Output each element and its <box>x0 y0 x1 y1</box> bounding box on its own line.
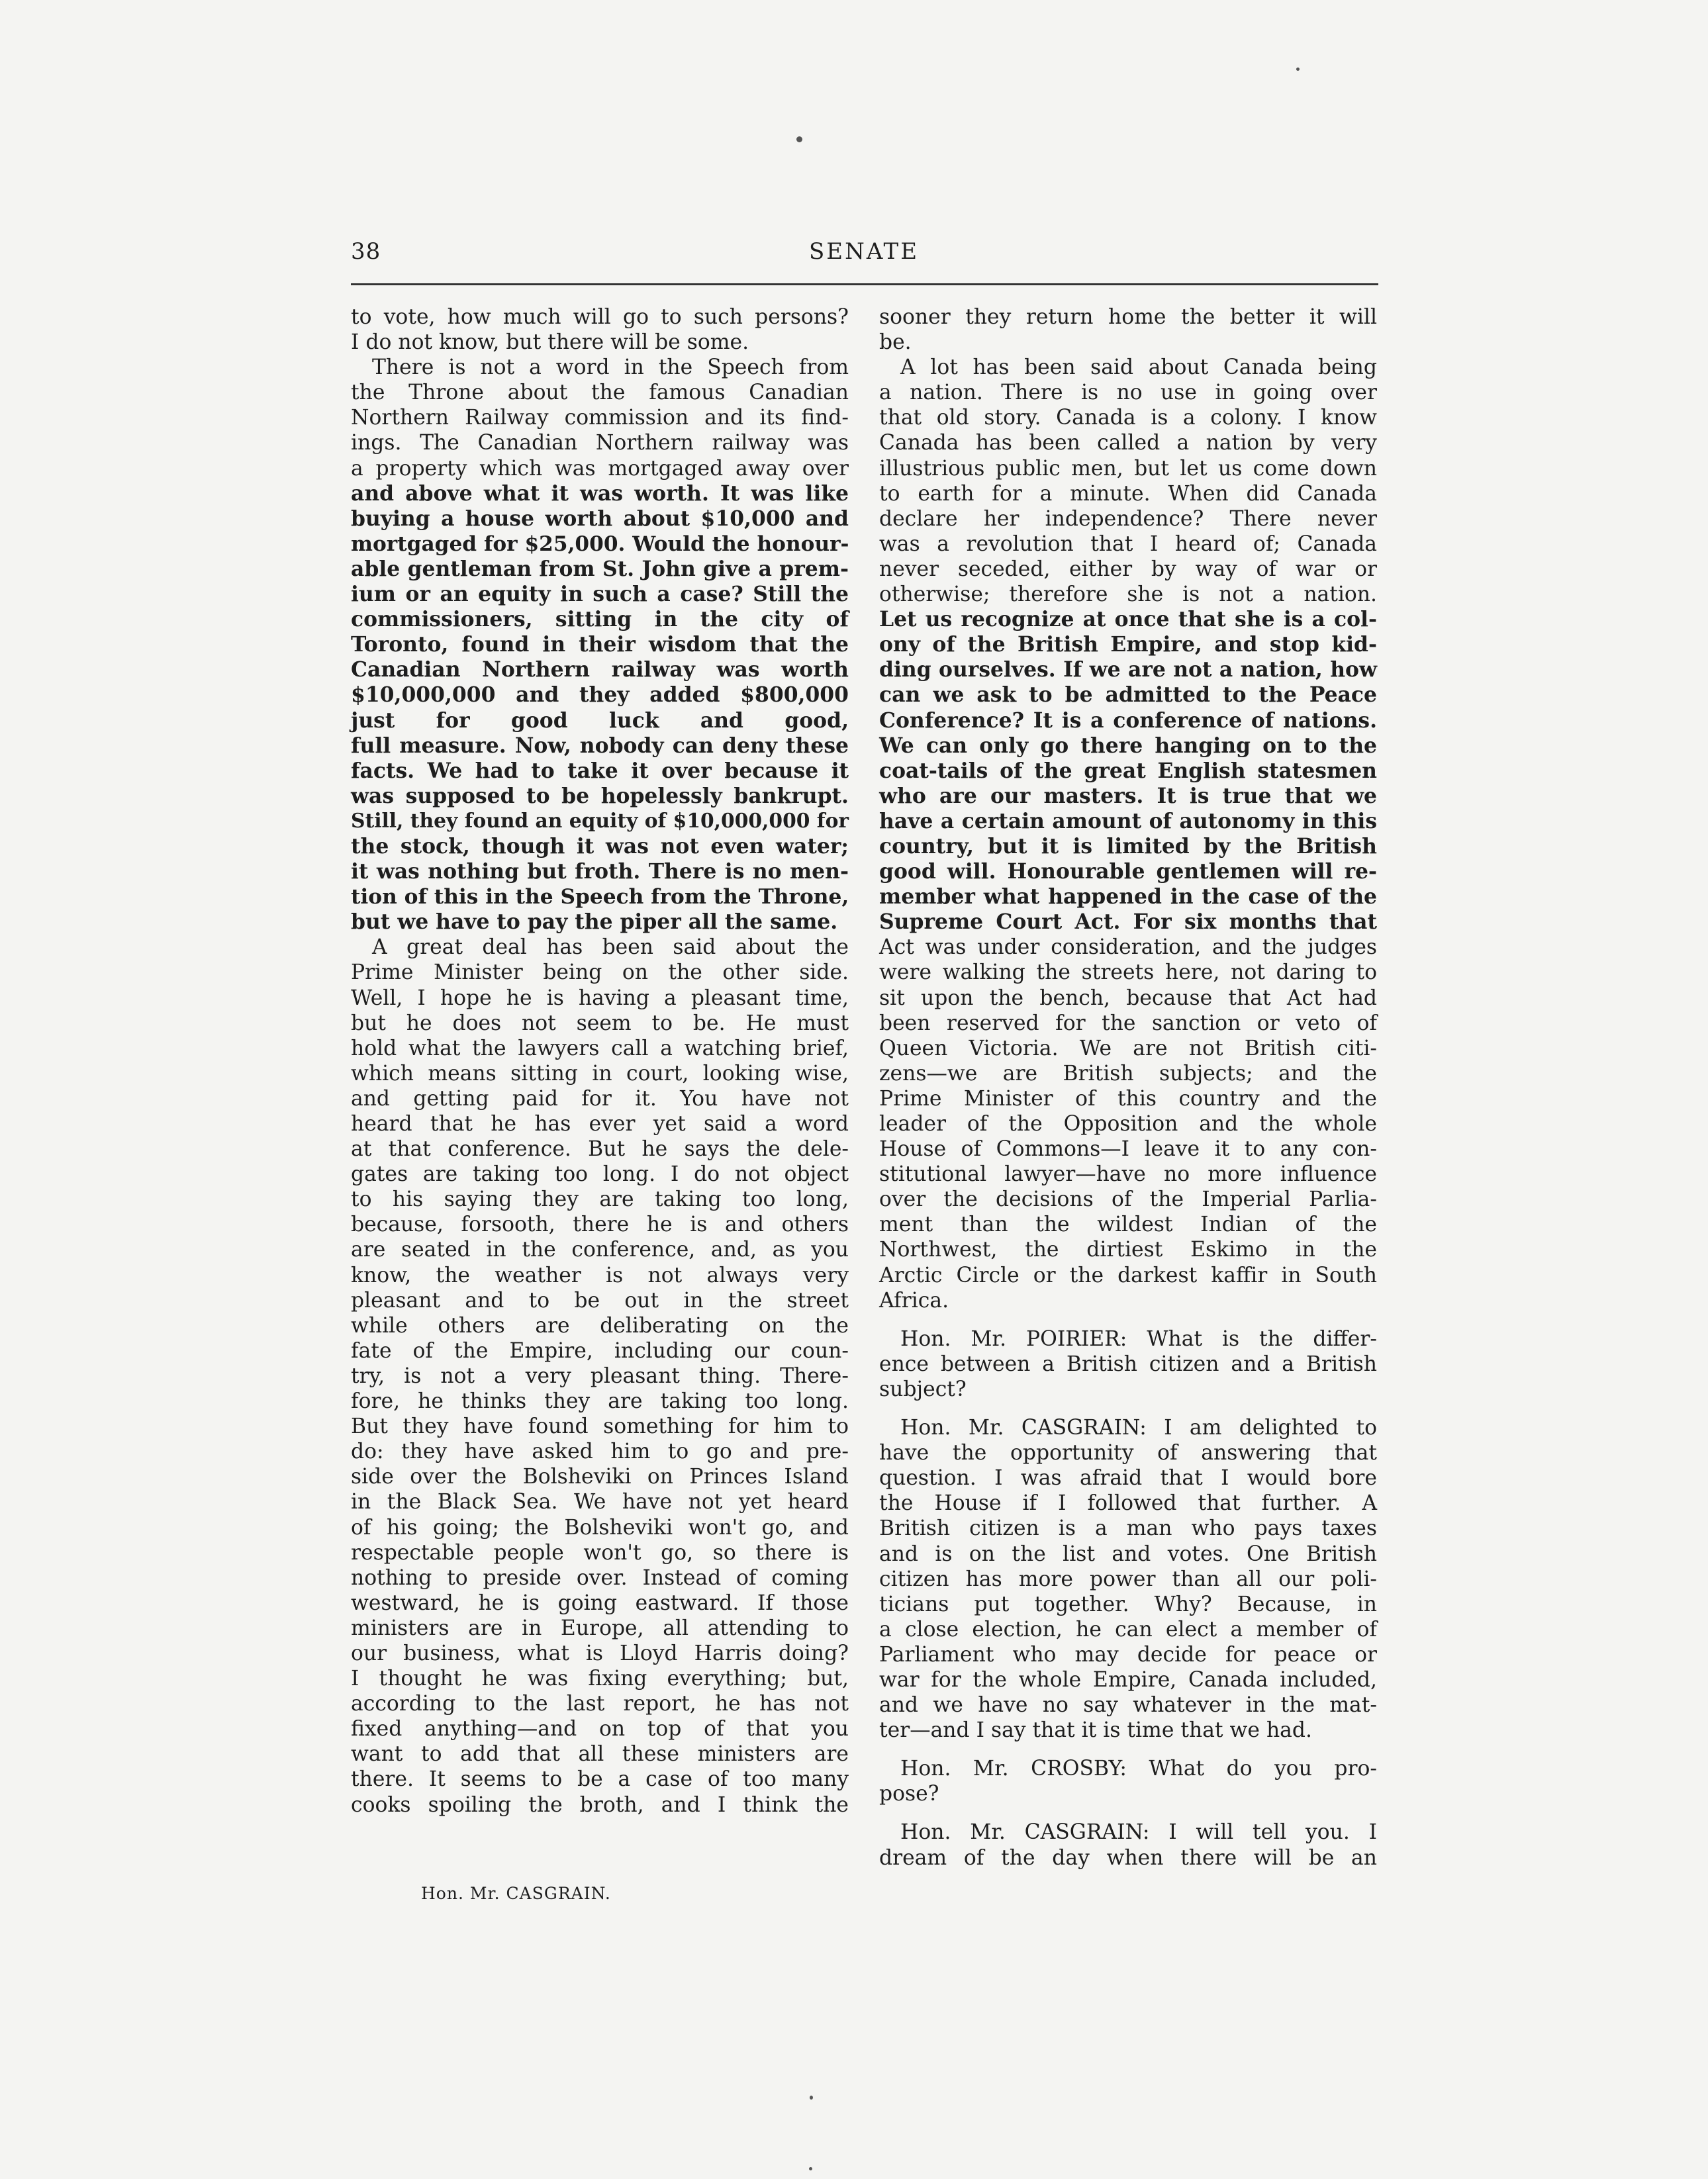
text-line: declare her independence? There never <box>879 506 1377 531</box>
text-line: Prime Minister of this country and the <box>879 1086 1377 1111</box>
text-line: have the opportunity of answering that <box>879 1441 1377 1465</box>
text-line: never seceded, either by way of war or <box>879 557 1377 581</box>
text-line: try, is not a very pleasant thing. There- <box>351 1364 849 1388</box>
text-line: Hon. Mr. CASGRAIN: I am delighted to <box>900 1416 1377 1440</box>
text-line: because, forsooth, there he is and others <box>351 1213 849 1237</box>
text-line: But they have found something for him to <box>351 1414 849 1439</box>
text-line: ding ourselves. If we are not a nation, how <box>879 658 1377 682</box>
text-line: Northern Railway commission and its find- <box>351 406 849 430</box>
text-line: nothing to preside over. Instead of coming <box>351 1565 849 1590</box>
text-line: a close election, he can elect a member of <box>879 1617 1377 1642</box>
text-line: illustrious public men, but let us come down <box>879 456 1377 481</box>
text-line: ticians put together. Why? Because, in <box>879 1592 1377 1616</box>
text-line: Still, they found an equity of $10,000,000 for <box>351 809 849 833</box>
text-line: the House if I followed that further. A <box>879 1491 1377 1516</box>
text-line: cooks spoiling the broth, and I think the <box>351 1792 849 1817</box>
text-line: there. It seems to be a case of too many <box>351 1767 849 1792</box>
text-line: Canada has been called a nation by very <box>879 431 1377 455</box>
text-line: Canadian Northern railway was worth <box>351 658 849 682</box>
text-line: leader of the Opposition and the whole <box>879 1112 1377 1136</box>
text-line: Parliament who may decide for peace or <box>879 1642 1377 1667</box>
text-line: pose? <box>879 1782 939 1806</box>
text-line: commissioners, sitting in the city of <box>351 608 849 632</box>
text-line: Well, I hope he is having a pleasant time, <box>351 986 849 1010</box>
text-line: Toronto, found in their wisdom that the <box>351 633 849 657</box>
text-line: mortgaged for $25,000. Would the honour- <box>351 532 849 556</box>
text-line: citizen has more power than all our poli- <box>879 1567 1377 1591</box>
text-line: just for good luck and good, <box>351 708 849 733</box>
scan-speck <box>1296 68 1300 71</box>
scan-speck <box>810 2096 813 2100</box>
text-line: House of Commons—I leave it to any con- <box>879 1137 1377 1162</box>
text-line: ministers are in Europe, all attending to <box>351 1616 849 1640</box>
text-line: who are our masters. It is true that we <box>879 784 1377 808</box>
text-line: fore, he thinks they are taking too long. <box>351 1389 849 1414</box>
text-line: tion of this in the Speech from the Throne, <box>351 885 849 909</box>
text-line: Hon. Mr. POIRIER: What is the differ- <box>900 1326 1377 1351</box>
text-line: according to the last report, he has not <box>351 1692 849 1716</box>
text-line: that old story. Canada is a colony. I know <box>879 406 1377 430</box>
text-line: $10,000,000 and they added $800,000 <box>351 683 849 708</box>
text-line: buying a house worth about $10,000 and <box>351 506 849 531</box>
text-line: Africa. <box>879 1288 949 1313</box>
text-line: able gentleman from St. John give a prem- <box>351 557 849 581</box>
text-line: and we have no say whatever in the mat- <box>879 1693 1377 1718</box>
text-line: ence between a British citizen and a British <box>879 1352 1377 1376</box>
text-line: of his going; the Bolsheviki won't go, and <box>351 1515 849 1540</box>
text-line: our business, what is Lloyd Harris doing? <box>351 1641 849 1665</box>
text-line: fate of the Empire, including our coun- <box>351 1338 849 1363</box>
text-line: dream of the day when there will be an <box>879 1845 1377 1870</box>
text-line: Act was under consideration, and the judges <box>879 935 1377 960</box>
text-line: and is on the list and votes. One British <box>879 1542 1377 1566</box>
text-line: A great deal has been said about the <box>372 935 849 960</box>
text-line: it was nothing but froth. There is no men- <box>351 860 849 884</box>
page-header <box>351 238 1377 278</box>
text-line: side over the Bolsheviki on Princes Island <box>351 1465 849 1489</box>
text-line: hold what the lawyers call a watching brief, <box>351 1036 849 1060</box>
text-line: in the Black Sea. We have not yet heard <box>351 1490 849 1514</box>
text-line: member what happened in the case of the <box>879 885 1377 909</box>
text-line: do: they have asked him to go and pre- <box>351 1440 849 1464</box>
text-line: I thought he was fixing everything; but, <box>351 1667 849 1691</box>
text-line: know, the weather is not always very <box>351 1263 849 1287</box>
text-line: facts. We had to take it over because it <box>351 759 849 783</box>
text-line: Queen Victoria. We are not British citi- <box>879 1036 1377 1060</box>
text-line: were walking the streets here, not daring to <box>879 960 1377 985</box>
text-line: ium or an equity in such a case? Still the <box>351 582 849 607</box>
text-line: Arctic Circle or the darkest kaffir in South <box>879 1263 1377 1287</box>
text-line: Hon. Mr. CASGRAIN: I will tell you. I <box>900 1820 1377 1845</box>
text-line: Hon. Mr. CROSBY: What do you pro- <box>900 1757 1377 1781</box>
text-line: full measure. Now, nobody can deny these <box>351 733 849 758</box>
text-line: I do not know, but there will be some. <box>351 330 749 355</box>
text-line: There is not a word in the Speech from <box>372 355 849 380</box>
text-line: question. I was afraid that I would bore <box>879 1466 1377 1491</box>
text-line: Supreme Court Act. For six months that <box>879 910 1377 935</box>
text-line: A lot has been said about Canada being <box>900 355 1377 380</box>
text-line: a property which was mortgaged away over <box>351 456 849 481</box>
text-line: but he does not seem to be. He must <box>351 1011 849 1035</box>
text-line: was a revolution that I heard of; Canada <box>879 532 1377 556</box>
text-line: at that conference. But he says the dele- <box>351 1137 849 1162</box>
text-line: are seated in the conference, and, as you <box>351 1238 849 1262</box>
text-line: ony of the British Empire, and stop kid- <box>879 633 1377 657</box>
text-line: ment than the wildest Indian of the <box>879 1213 1377 1237</box>
text-line: war for the whole Empire, Canada included, <box>879 1667 1377 1692</box>
text-line: to earth for a minute. When did Canada <box>879 481 1377 506</box>
text-line: otherwise; therefore she is not a nation. <box>879 582 1377 607</box>
footer-speaker: Hon. Mr. CASGRAIN. <box>421 1884 611 1903</box>
text-line: Northwest, the dirtiest Eskimo in the <box>879 1238 1377 1262</box>
text-line: the stock, though it was not even water; <box>351 834 849 858</box>
text-line: respectable people won't go, so there is <box>351 1540 849 1565</box>
text-line: and getting paid for it. You have not <box>351 1086 849 1111</box>
page-number: 38 <box>351 238 381 265</box>
running-head: SENATE <box>808 238 920 265</box>
text-line: to vote, how much will go to such persons? <box>351 305 849 329</box>
text-line: heard that he has ever yet said a word <box>351 1112 849 1136</box>
scan-speck <box>796 136 802 142</box>
text-line: westward, he is going eastward. If those <box>351 1591 849 1615</box>
text-line: gates are taking too long. I do not object <box>351 1162 849 1187</box>
text-line: Prime Minister being on the other side. <box>351 960 849 985</box>
text-line: Let us recognize at once that she is a col- <box>879 608 1377 632</box>
text-line: over the decisions of the Imperial Parlia- <box>879 1187 1377 1212</box>
text-line: coat-tails of the great English statesmen <box>879 759 1377 783</box>
text-line: have a certain amount of autonomy in this <box>879 809 1377 833</box>
text-line: subject? <box>879 1377 967 1401</box>
text-line: We can only go there hanging on to the <box>879 733 1377 758</box>
right-column <box>879 304 1377 1871</box>
text-line: sit upon the bench, because that Act had <box>879 986 1377 1010</box>
text-line: ter—and I say that it is time that we had. <box>879 1718 1312 1743</box>
text-line: the Throne about the famous Canadian <box>351 381 849 405</box>
header-rule <box>351 283 1378 285</box>
text-line: fixed anything—and on top of that you <box>351 1717 849 1741</box>
text-line: good will. Honourable gentlemen will re- <box>879 860 1377 884</box>
text-line: can we ask to be admitted to the Peace <box>879 683 1377 708</box>
text-line: to his saying they are taking too long, <box>351 1187 849 1212</box>
text-line: zens—we are British subjects; and the <box>879 1061 1377 1086</box>
left-column <box>351 304 849 1818</box>
text-line: and above what it was worth. It was like <box>351 481 849 506</box>
text-line: be. <box>879 330 912 355</box>
text-line: but we have to pay the piper all the same. <box>351 910 838 935</box>
text-line: which means sitting in court, looking wise, <box>351 1061 849 1086</box>
text-line: was supposed to be hopelessly bankrupt. <box>351 784 849 808</box>
text-line: ings. The Canadian Northern railway was <box>351 431 849 455</box>
text-line: stitutional lawyer—have no more influence <box>879 1162 1377 1187</box>
text-line: been reserved for the sanction or veto of <box>879 1011 1377 1035</box>
text-line: while others are deliberating on the <box>351 1313 849 1338</box>
text-line: British citizen is a man who pays taxes <box>879 1516 1377 1541</box>
text-line: pleasant and to be out in the street <box>351 1288 849 1313</box>
text-line: a nation. There is no use in going over <box>879 381 1377 405</box>
text-line: want to add that all these ministers are <box>351 1742 849 1767</box>
text-line: country, but it is limited by the British <box>879 834 1377 858</box>
text-line: Conference? It is a conference of nations. <box>879 708 1377 733</box>
scan-speck <box>809 2167 812 2170</box>
text-line: sooner they return home the better it will <box>879 305 1377 329</box>
